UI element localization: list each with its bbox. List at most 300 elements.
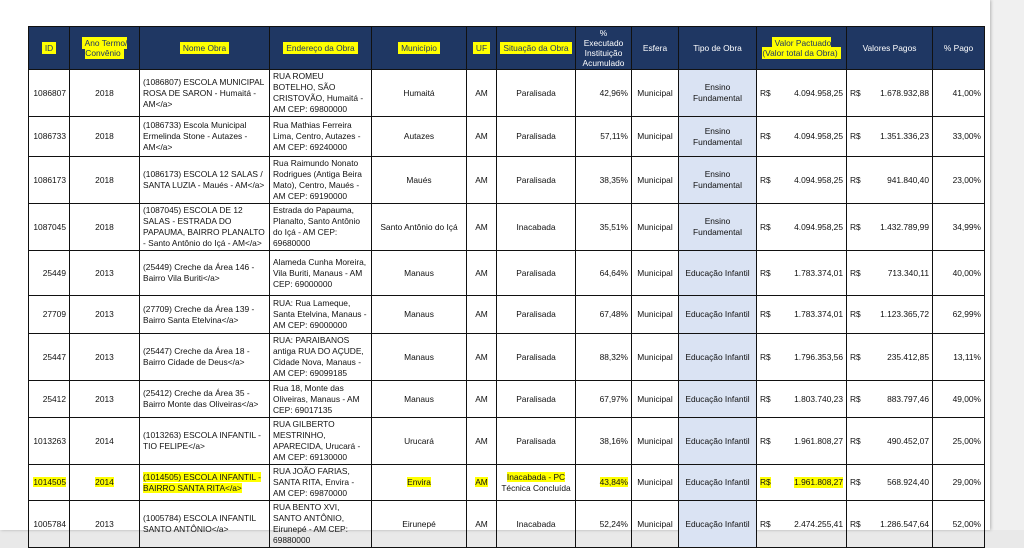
cell-percentual-text: 57,11% <box>600 131 628 141</box>
cell-percentual <box>576 381 632 418</box>
cell-situacao-text: Paralisada <box>516 435 556 446</box>
cell-valores-pagos-value: 235.412,85 <box>887 351 929 362</box>
cell-nome <box>140 296 270 334</box>
cell-valores-pagos <box>847 204 933 251</box>
cell-valores-pagos <box>847 418 933 465</box>
cell-endereco <box>270 117 372 157</box>
currency-symbol: R$ <box>850 309 861 319</box>
cell-endereco <box>270 251 372 296</box>
currency-symbol: R$ <box>760 518 771 529</box>
cell-esfera-text: Municipal <box>637 393 673 404</box>
cell-id <box>29 418 70 465</box>
cell-uf <box>467 381 497 418</box>
cell-esfera <box>632 251 679 296</box>
header-esfera: Esfera <box>632 27 679 70</box>
cell-percentual <box>576 70 632 117</box>
cell-municipio <box>372 381 467 418</box>
cell-percentual <box>576 334 632 381</box>
cell-nome-text: (25447) Creche da Área 18 - Bairro Cidade de Deus</a> <box>143 346 250 367</box>
cell-id-text: 1086173 <box>33 174 66 185</box>
cell-valores-pagos-value: 1.123.365,72 <box>880 309 929 319</box>
cell-percentual <box>576 204 632 251</box>
cell-municipio <box>372 418 467 465</box>
cell-situacao-text: Paralisada <box>516 393 556 404</box>
cell-situacao-text: Inacabada - PC <box>506 471 566 482</box>
cell-tipo <box>679 204 757 251</box>
cell-ano <box>70 70 140 117</box>
cell-valor-pactuado-value: 4.094.958,25 <box>794 131 843 141</box>
currency-symbol: R$ <box>760 221 771 232</box>
cell-valor-pactuado-value: 1.803.740,23 <box>794 393 843 404</box>
cell-uf-text: AM <box>475 174 488 185</box>
cell-municipio-text: Maués <box>406 174 432 185</box>
cell-id-text: 1013263 <box>33 435 66 446</box>
cell-esfera-text: Municipal <box>637 351 673 362</box>
table-header-row <box>29 27 985 70</box>
cell-municipio-text: Manaus <box>404 393 434 404</box>
cell-tipo-text: Educação Infantil <box>685 435 750 446</box>
cell-uf-text: AM <box>475 393 488 404</box>
cell-ano-text: 2013 <box>95 309 114 319</box>
cell-nome <box>140 204 270 251</box>
cell-valor-pactuado <box>757 418 847 465</box>
cell-pct-pago-text: 34,99% <box>952 221 981 232</box>
cell-situacao <box>497 157 576 204</box>
cell-uf-text: AM <box>475 435 488 446</box>
cell-valores-pagos-value: 1.678.932,88 <box>880 87 929 98</box>
cell-valores-pagos <box>847 251 933 296</box>
cell-tipo <box>679 251 757 296</box>
cell-situacao <box>497 70 576 117</box>
cell-nome <box>140 157 270 204</box>
cell-esfera <box>632 418 679 465</box>
cell-ano-text: 2014 <box>95 435 114 446</box>
cell-municipio <box>372 251 467 296</box>
cell-pct-pago-text: 13,11% <box>953 351 981 362</box>
header-municipio: Município <box>372 27 467 70</box>
cell-pct-pago <box>933 117 985 157</box>
cell-ano-text: 2014 <box>95 477 114 487</box>
cell-tipo-text: Educação Infantil <box>685 351 750 362</box>
cell-percentual-text: 88,32% <box>599 351 628 362</box>
cell-ano-text: 2018 <box>95 221 114 232</box>
cell-ano <box>70 418 140 465</box>
cell-id <box>29 296 70 334</box>
cell-nome <box>140 465 270 501</box>
cell-pct-pago-text: 62,99% <box>952 309 981 319</box>
currency-symbol: R$ <box>850 131 861 141</box>
cell-endereco-text: RUA BENTO XVI, SANTO ANTÔNIO, Eirunepé - AM CEP: 69880000 <box>273 502 348 545</box>
cell-valor-pactuado-value: 1.796.353,56 <box>794 351 843 362</box>
cell-id-text: 25412 <box>42 393 66 404</box>
cell-ano-text: 2018 <box>95 174 114 185</box>
cell-valor-pactuado-value: 1.783.374,01 <box>794 309 843 319</box>
cell-ano <box>70 117 140 157</box>
cell-pct-pago <box>933 296 985 334</box>
cell-tipo-text: Educação Infantil <box>685 267 750 278</box>
cell-id-text: 1086807 <box>33 87 66 98</box>
cell-uf-text: AM <box>475 87 488 98</box>
cell-situacao-text: Paralisada <box>516 267 556 278</box>
cell-esfera <box>632 501 679 548</box>
header-valor-pactuado: Valor Pactuado (Valor total da Obra) <box>757 27 847 70</box>
cell-situacao <box>497 418 576 465</box>
cell-id-text: 1087045 <box>33 221 66 232</box>
cell-endereco-text: RUA: PARAIBANOS antiga RUA DO AÇUDE, Cidade Nova, Manaus - AM CEP: 69099185 <box>273 335 364 378</box>
cell-municipio <box>372 157 467 204</box>
table-row <box>29 334 985 381</box>
cell-id <box>29 251 70 296</box>
cell-uf <box>467 251 497 296</box>
cell-esfera-text: Municipal <box>637 477 673 487</box>
cell-municipio <box>372 117 467 157</box>
cell-valores-pagos <box>847 157 933 204</box>
cell-situacao-detail: Técnica Concluída <box>501 482 571 493</box>
cell-ano <box>70 334 140 381</box>
cell-pct-pago <box>933 418 985 465</box>
cell-id <box>29 70 70 117</box>
cell-situacao-text: Paralisada <box>516 309 556 319</box>
cell-endereco <box>270 418 372 465</box>
cell-endereco <box>270 381 372 418</box>
cell-percentual <box>576 157 632 204</box>
cell-percentual <box>576 296 632 334</box>
cell-esfera-text: Municipal <box>637 174 673 185</box>
cell-uf <box>467 501 497 548</box>
cell-nome-text: (1086173) ESCOLA 12 SALAS / SANTA LUZIA - Maués - AM</a> <box>143 169 265 190</box>
cell-nome-text: (1086733) Escola Municipal Ermelinda Stone - Autazes - AM</a> <box>143 120 248 152</box>
cell-municipio-text: Eirunepé <box>402 518 436 529</box>
currency-symbol: R$ <box>850 351 861 362</box>
cell-esfera-text: Municipal <box>637 267 673 278</box>
cell-endereco <box>270 204 372 251</box>
cell-situacao <box>497 465 576 501</box>
cell-situacao-text: Paralisada <box>516 87 556 98</box>
obras-table <box>28 26 985 548</box>
cell-esfera-text: Municipal <box>637 435 673 446</box>
cell-valor-pactuado <box>757 117 847 157</box>
currency-symbol: R$ <box>850 477 861 487</box>
cell-municipio-text: Manaus <box>404 351 434 362</box>
cell-id-text: 1005784 <box>33 518 66 529</box>
cell-pct-pago-text: 52,00% <box>952 518 981 529</box>
cell-esfera <box>632 204 679 251</box>
cell-percentual-text: 38,16% <box>599 435 628 446</box>
table-row <box>29 418 985 465</box>
cell-situacao <box>497 334 576 381</box>
cell-uf-text: AM <box>475 309 488 319</box>
table-row <box>29 381 985 418</box>
cell-endereco-text: RUA: Rua Lameque, Santa Etelvina, Manaus - AM CEP: 69000000 <box>273 298 367 330</box>
cell-valores-pagos <box>847 70 933 117</box>
cell-percentual-text: 38,35% <box>599 174 628 185</box>
cell-esfera <box>632 465 679 501</box>
cell-municipio <box>372 501 467 548</box>
cell-ano <box>70 381 140 418</box>
table-row <box>29 70 985 117</box>
cell-pct-pago-text: 29,00% <box>952 477 981 487</box>
cell-percentual-text: 67,48% <box>599 309 628 319</box>
header-ano: Ano Termo/ Convênio <box>70 27 140 70</box>
cell-percentual-text: 42,96% <box>599 87 628 98</box>
cell-nome-text: (1086807) ESCOLA MUNICIPAL ROSA DE SARON - Humaitá - AM</a> <box>143 76 265 109</box>
cell-valores-pagos-value: 1.351.336,23 <box>880 131 929 141</box>
cell-tipo-text: Ensino Fundamental <box>693 216 742 237</box>
cell-pct-pago <box>933 204 985 251</box>
cell-ano <box>70 296 140 334</box>
cell-uf-text: AM <box>475 351 488 362</box>
currency-symbol: R$ <box>760 393 771 404</box>
cell-endereco-text: Rua Raimundo Nonato Rodrigues (Antiga Beira Mato), Centro, Maués - AM CEP: 69190000 <box>273 158 362 201</box>
cell-id <box>29 501 70 548</box>
cell-uf <box>467 117 497 157</box>
cell-id-text: 25449 <box>42 267 66 278</box>
currency-symbol: R$ <box>850 267 861 278</box>
cell-esfera <box>632 381 679 418</box>
cell-nome-text: (1014505) ESCOLA INFANTIL - BAIRRO SANTA RITA</a> <box>143 471 261 493</box>
cell-esfera-text: Municipal <box>637 87 673 98</box>
cell-pct-pago <box>933 157 985 204</box>
cell-tipo-text: Educação Infantil <box>685 477 750 487</box>
cell-uf <box>467 157 497 204</box>
cell-esfera-text: Municipal <box>637 221 673 232</box>
header-endereco: Endereço da Obra <box>270 27 372 70</box>
header-situacao: Situação da Obra <box>497 27 576 70</box>
cell-municipio <box>372 70 467 117</box>
currency-symbol: R$ <box>760 87 771 98</box>
cell-valor-pactuado-value: 4.094.958,25 <box>794 221 843 232</box>
cell-pct-pago-text: 33,00% <box>952 131 981 141</box>
cell-endereco <box>270 70 372 117</box>
cell-percentual-text: 67,97% <box>599 393 628 404</box>
cell-valores-pagos <box>847 334 933 381</box>
cell-valor-pactuado-value: 1.961.808,27 <box>794 435 843 446</box>
cell-ano-text: 2013 <box>95 393 114 404</box>
cell-valores-pagos <box>847 381 933 418</box>
cell-tipo-text: Educação Infantil <box>685 393 750 404</box>
cell-municipio-text: Urucará <box>404 435 434 446</box>
header-pct-pago: % Pago <box>933 27 985 70</box>
cell-valores-pagos-value: 568.924,40 <box>887 477 929 487</box>
cell-tipo <box>679 157 757 204</box>
cell-valor-pactuado <box>757 157 847 204</box>
cell-valor-pactuado <box>757 251 847 296</box>
table-row <box>29 204 985 251</box>
currency-symbol: R$ <box>850 393 861 404</box>
cell-nome <box>140 381 270 418</box>
cell-endereco <box>270 296 372 334</box>
header-percentual: % Executado Instituição Acumulado <box>576 27 632 70</box>
cell-id <box>29 204 70 251</box>
header-tipo: Tipo de Obra <box>679 27 757 70</box>
table-row <box>29 296 985 334</box>
currency-symbol: R$ <box>760 309 771 319</box>
table-row <box>29 157 985 204</box>
cell-pct-pago-text: 41,00% <box>952 87 981 98</box>
cell-valores-pagos <box>847 501 933 548</box>
cell-id-text: 27709 <box>42 309 66 319</box>
cell-tipo-text: Ensino Fundamental <box>693 82 742 103</box>
cell-endereco-text: Alameda Cunha Moreira, Vila Buriti, Manaus - AM CEP: 69000000 <box>273 256 367 289</box>
cell-nome-text: (27709) Creche da Área 139 - Bairro Santa Etelvina</a> <box>143 303 255 325</box>
cell-nome <box>140 70 270 117</box>
cell-situacao-text: Inacabada <box>516 518 556 529</box>
cell-ano <box>70 157 140 204</box>
cell-id <box>29 465 70 501</box>
cell-valor-pactuado-value: 1.961.808,27 <box>794 477 843 487</box>
cell-id <box>29 157 70 204</box>
cell-uf-text: AM <box>475 518 488 529</box>
cell-valor-pactuado <box>757 334 847 381</box>
cell-valor-pactuado <box>757 501 847 548</box>
cell-endereco-text: Estrada do Papauma, Planalto, Santo Antônio do Içá - AM CEP: 69680000 <box>273 205 361 248</box>
cell-valor-pactuado <box>757 70 847 117</box>
currency-symbol: R$ <box>850 87 861 98</box>
cell-situacao <box>497 501 576 548</box>
cell-tipo <box>679 334 757 381</box>
cell-endereco-text: Rua Mathias Ferreira Lima, Centro, Autazes - AM CEP: 69240000 <box>273 120 361 152</box>
cell-pct-pago <box>933 465 985 501</box>
cell-endereco <box>270 465 372 501</box>
cell-esfera <box>632 157 679 204</box>
cell-situacao-text: Paralisada <box>516 351 556 362</box>
currency-symbol: R$ <box>850 221 861 232</box>
cell-nome-text: (25412) Creche da Área 35 - Bairro Monte das Oliveiras</a> <box>143 388 259 409</box>
cell-ano-text: 2018 <box>95 87 114 98</box>
header-valores-pagos: Valores Pagos <box>847 27 933 70</box>
cell-percentual-text: 43,84% <box>599 477 628 487</box>
currency-symbol: R$ <box>760 477 771 487</box>
cell-percentual <box>576 465 632 501</box>
cell-ano <box>70 251 140 296</box>
cell-uf-text: AM <box>475 131 488 141</box>
cell-nome-text: (1087045) ESCOLA DE 12 SALAS - ESTRADA DO PAPAUMA, BAIRRO PLANALTO - Santo Antônio do Içá - AM</a> <box>143 205 265 248</box>
table-row <box>29 251 985 296</box>
cell-uf <box>467 70 497 117</box>
cell-percentual <box>576 251 632 296</box>
cell-endereco <box>270 501 372 548</box>
cell-uf <box>467 418 497 465</box>
cell-id-text: 25447 <box>42 351 66 362</box>
header-id: ID <box>29 27 70 70</box>
cell-ano <box>70 204 140 251</box>
table-row <box>29 501 985 548</box>
cell-valores-pagos-value: 713.340,11 <box>887 267 929 278</box>
cell-valor-pactuado-value: 2.474.255,41 <box>794 518 843 529</box>
cell-percentual-text: 35,51% <box>599 221 628 232</box>
cell-id-text: 1014505 <box>33 477 66 487</box>
currency-symbol: R$ <box>850 174 861 185</box>
currency-symbol: R$ <box>760 131 771 141</box>
cell-municipio-text: Autazes <box>403 131 435 141</box>
cell-ano-text: 2013 <box>95 267 114 278</box>
cell-pct-pago-text: 49,00% <box>952 393 981 404</box>
cell-valores-pagos-value: 883.797,46 <box>887 393 929 404</box>
cell-valores-pagos-value: 1.286.547,64 <box>880 518 929 529</box>
cell-situacao <box>497 251 576 296</box>
cell-situacao-text: Inacabada <box>516 221 556 232</box>
cell-ano <box>70 501 140 548</box>
cell-pct-pago-text: 23,00% <box>952 174 981 185</box>
cell-valores-pagos-value: 941.840,40 <box>887 174 929 185</box>
cell-situacao <box>497 381 576 418</box>
cell-situacao <box>497 296 576 334</box>
cell-esfera-text: Municipal <box>637 518 673 529</box>
cell-nome-text: (1013263) ESCOLA INFANTIL - TIO FELIPE</a> <box>143 430 261 451</box>
cell-municipio-text: Envira <box>407 477 431 487</box>
cell-municipio-text: Manaus <box>404 309 434 319</box>
cell-valores-pagos-value: 1.432.789,99 <box>880 221 929 232</box>
cell-nome <box>140 117 270 157</box>
cell-pct-pago <box>933 381 985 418</box>
cell-tipo <box>679 465 757 501</box>
currency-symbol: R$ <box>850 518 861 529</box>
cell-valor-pactuado <box>757 465 847 501</box>
cell-valor-pactuado <box>757 381 847 418</box>
cell-percentual-text: 64,64% <box>599 267 628 278</box>
cell-nome <box>140 501 270 548</box>
cell-ano-text: 2018 <box>95 131 114 141</box>
cell-esfera <box>632 117 679 157</box>
cell-municipio <box>372 204 467 251</box>
cell-municipio <box>372 296 467 334</box>
cell-endereco <box>270 157 372 204</box>
cell-uf <box>467 465 497 501</box>
table-row <box>29 117 985 157</box>
currency-symbol: R$ <box>760 351 771 362</box>
currency-symbol: R$ <box>760 435 771 446</box>
cell-valores-pagos <box>847 117 933 157</box>
cell-uf-text: AM <box>475 477 488 487</box>
cell-esfera-text: Municipal <box>637 131 673 141</box>
cell-nome <box>140 334 270 381</box>
cell-tipo-text: Ensino Fundamental <box>693 169 742 190</box>
header-uf: UF <box>467 27 497 70</box>
cell-endereco-text: RUA ROMEU BOTELHO, SÃO CRISTOVÃO, Humaitá - AM CEP: 69800000 <box>273 71 364 114</box>
table-row <box>29 465 985 501</box>
header-nome: Nome Obra <box>140 27 270 70</box>
cell-pct-pago <box>933 251 985 296</box>
cell-ano-text: 2013 <box>95 351 114 362</box>
cell-tipo-text: Ensino Fundamental <box>693 125 742 147</box>
cell-esfera-text: Municipal <box>637 309 673 319</box>
cell-id-text: 1086733 <box>33 131 66 141</box>
cell-endereco-text: Rua 18, Monte das Oliveiras, Manaus - AM CEP: 69017135 <box>273 382 360 415</box>
cell-nome-text: (25449) Creche da Área 146 - Bairro Vila Buriti</a> <box>143 262 255 283</box>
cell-valor-pactuado-value: 4.094.958,25 <box>794 174 843 185</box>
cell-id <box>29 381 70 418</box>
cell-ano <box>70 465 140 501</box>
cell-percentual-text: 52,24% <box>599 518 628 529</box>
cell-tipo <box>679 381 757 418</box>
cell-valor-pactuado <box>757 296 847 334</box>
cell-situacao-text: Paralisada <box>516 174 556 185</box>
currency-symbol: R$ <box>760 267 771 278</box>
cell-uf <box>467 296 497 334</box>
cell-tipo-text: Educação Infantil <box>685 518 750 529</box>
cell-tipo <box>679 117 757 157</box>
cell-situacao <box>497 117 576 157</box>
cell-percentual <box>576 418 632 465</box>
cell-id <box>29 117 70 157</box>
cell-esfera <box>632 296 679 334</box>
cell-uf-text: AM <box>475 221 488 232</box>
cell-municipio <box>372 465 467 501</box>
currency-symbol: R$ <box>760 174 771 185</box>
cell-municipio-text: Santo Antônio do Içá <box>380 221 458 232</box>
cell-tipo <box>679 70 757 117</box>
cell-valor-pactuado-value: 4.094.958,25 <box>794 87 843 98</box>
